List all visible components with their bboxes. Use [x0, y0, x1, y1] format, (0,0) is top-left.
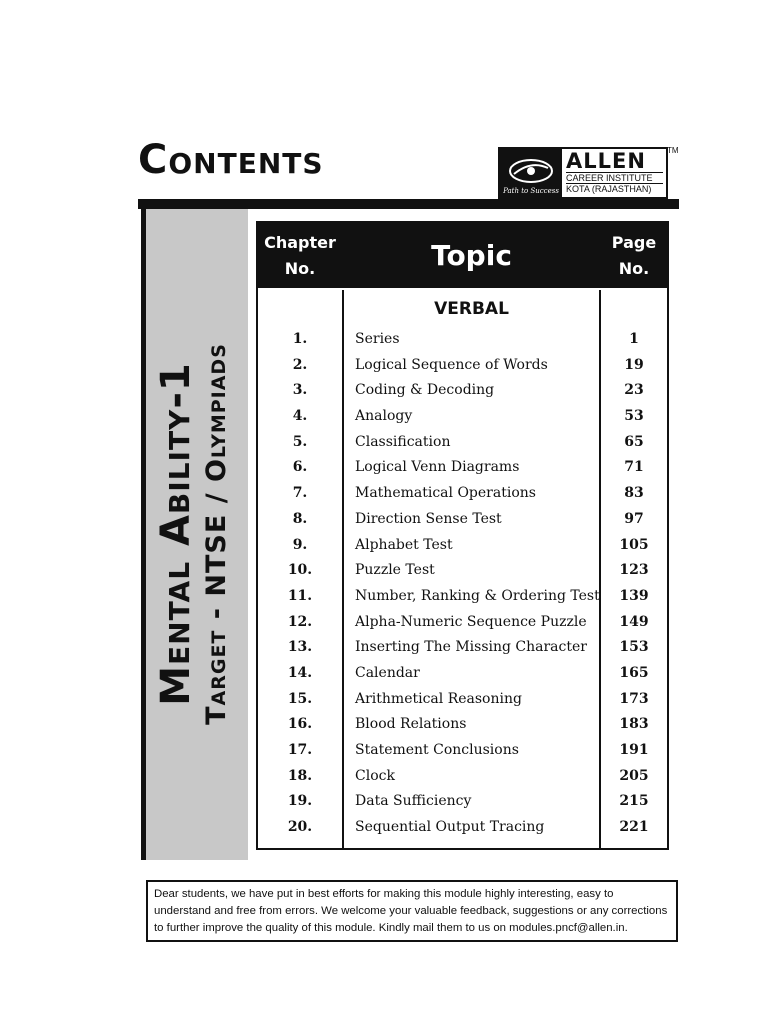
logo-emblem [500, 149, 562, 197]
page-number: 83 [624, 485, 644, 502]
page-number: 173 [619, 690, 649, 707]
header-page-no: Page No. [611, 232, 657, 278]
chapter-number: 11. [287, 587, 313, 604]
page-number: 105 [619, 536, 649, 553]
topic-name: Logical Venn Diagrams [355, 459, 520, 476]
page-title: Contents [138, 137, 324, 183]
chapter-number: 5. [292, 433, 308, 450]
page-number: 123 [619, 562, 649, 579]
topic-name: Calendar [355, 664, 420, 681]
chapter-number: 20. [287, 819, 313, 836]
topic-name: Series [355, 331, 400, 347]
chapter-number: 15. [287, 690, 313, 707]
topic-name: Number, Ranking & Ordering Test [355, 587, 600, 604]
page-number: 221 [619, 819, 649, 836]
table-row [258, 815, 667, 841]
topic-name: Direction Sense Test [355, 510, 502, 527]
topic-name: Inserting The Missing Character [355, 639, 587, 656]
chapter-number: 17. [287, 742, 313, 758]
side-subtitle: Target - NTSE / Olympiads [201, 343, 232, 725]
table-header [258, 223, 667, 288]
header-rule [138, 199, 679, 209]
page-number: 139 [619, 587, 649, 604]
topic-name: Blood Relations [355, 716, 467, 733]
table-row [258, 455, 667, 481]
chapter-number: 9. [292, 536, 308, 553]
table-row [258, 353, 667, 379]
table-body [258, 327, 667, 841]
contents-table [256, 221, 669, 850]
topic-name: Logical Sequence of Words [355, 356, 548, 373]
table-row [258, 661, 667, 687]
logo-emblem-icon [506, 156, 556, 186]
chapter-number: 14. [287, 664, 313, 681]
table-row [258, 712, 667, 738]
logo-tagline: Path to Success [503, 187, 559, 195]
topic-name: Alpha-Numeric Sequence Puzzle [355, 613, 587, 630]
table-row [258, 327, 667, 353]
topic-name: Sequential Output Tracing [355, 819, 545, 836]
chapter-number: 7. [292, 485, 308, 502]
topic-name: Mathematical Operations [355, 485, 536, 502]
logo-subtitle-institute: CAREER INSTITUTE [566, 172, 663, 183]
page-number: 153 [619, 639, 649, 656]
header-chapter-no: Chapter No. [264, 232, 336, 278]
table-row [258, 738, 667, 764]
chapter-number: 16. [287, 716, 313, 733]
trademark-mark: TM [667, 146, 679, 155]
page-number: 215 [619, 793, 649, 810]
page-number: 149 [619, 613, 649, 630]
page-number: 19 [624, 356, 644, 373]
topic-name: Classification [355, 433, 451, 450]
page-number: 97 [624, 510, 644, 527]
topic-name: Coding & Decoding [355, 382, 495, 399]
page-number: 71 [624, 459, 644, 476]
logo-subtitle-location: KOTA (RAJASTHAN) [566, 183, 663, 194]
chapter-number: 18. [287, 767, 313, 784]
allen-logo [498, 147, 668, 199]
table-row [258, 610, 667, 636]
chapter-number: 13. [287, 639, 313, 656]
table-row [258, 378, 667, 404]
header-topic: Topic [431, 239, 512, 272]
feedback-note: Dear students, we have put in best efforts for making this module highly interesting, easy to understand and free from errors. We welcome your valuable feedback, suggestions or any corrections to further improve the quality of this module. Kindly mail them to us on modules.pncf@allen.in. [146, 880, 678, 942]
topic-name: Statement Conclusions [355, 742, 519, 758]
table-row [258, 635, 667, 661]
page-number: 23 [624, 382, 644, 399]
chapter-number: 4. [292, 408, 308, 425]
topic-name: Puzzle Test [355, 562, 435, 579]
table-row [258, 584, 667, 610]
topic-name: Clock [355, 767, 395, 784]
topic-name: Alphabet Test [355, 536, 453, 553]
chapter-number: 8. [292, 510, 308, 527]
table-row [258, 687, 667, 713]
table-row [258, 404, 667, 430]
topic-name: Data Sufficiency [355, 793, 472, 810]
section-heading: VERBAL [434, 299, 509, 319]
table-row [258, 533, 667, 559]
side-title-block [152, 214, 234, 854]
chapter-number: 12. [287, 613, 313, 630]
topic-name: Arithmetical Reasoning [355, 690, 522, 707]
table-row [258, 507, 667, 533]
page-number: 205 [619, 767, 649, 784]
logo-name: ALLEN [566, 149, 646, 173]
page-number: 165 [619, 664, 649, 681]
page-number: 53 [624, 408, 644, 425]
table-row [258, 558, 667, 584]
chapter-number: 19. [287, 793, 313, 810]
table-row [258, 430, 667, 456]
side-title: Mental Ability-1 [153, 362, 199, 706]
table-row [258, 764, 667, 790]
chapter-number: 3. [292, 382, 308, 399]
table-row [258, 481, 667, 507]
chapter-number: 6. [292, 459, 308, 476]
header-divider [258, 288, 667, 290]
page-number: 191 [619, 742, 649, 758]
table-row [258, 789, 667, 815]
topic-name: Analogy [355, 408, 413, 425]
page-number: 1 [629, 331, 639, 347]
page-number: 65 [624, 433, 644, 450]
page-number: 183 [619, 716, 649, 733]
chapter-number: 1. [292, 331, 308, 347]
chapter-number: 2. [292, 356, 308, 373]
chapter-number: 10. [287, 562, 313, 579]
